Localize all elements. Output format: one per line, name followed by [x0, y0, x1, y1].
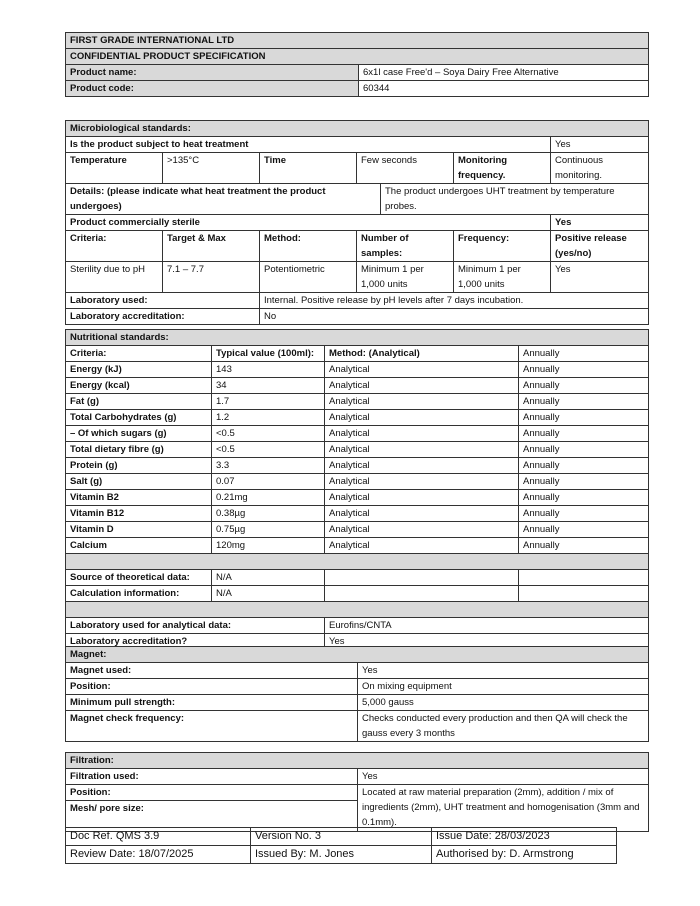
method-header: Method:: [260, 231, 357, 262]
typical-value: 0.21mg: [212, 490, 325, 506]
nutrition-row: [66, 474, 649, 490]
micro-lab-value: Internal. Positive release by pH levels after 7 days incubation.: [260, 293, 649, 309]
nutrition-row: [66, 506, 649, 522]
product-code-label: Product code:: [66, 81, 359, 97]
product-name-value: 6x1l case Free'd – Soya Dairy Free Alternative: [359, 65, 649, 81]
footer-table: [65, 827, 617, 864]
nutrition-row: [66, 362, 649, 378]
mesh-size-label: Mesh/ pore size:: [66, 801, 358, 832]
issue-date: Issue Date: 28/03/2023: [432, 828, 617, 846]
method-value: Analytical: [325, 490, 519, 506]
nutrient-name: Calcium: [66, 538, 212, 554]
micro-lab-label: Laboratory used:: [66, 293, 260, 309]
magnet-table: [65, 646, 649, 742]
nutrition-criteria-header: Criteria:: [66, 346, 212, 362]
samples-cell: Minimum 1 per 1,000 units: [357, 262, 454, 293]
frequency-value: Annually: [519, 506, 649, 522]
source-empty-2: [519, 570, 649, 586]
nutrition-accreditation-label: Laboratory accreditation?: [66, 634, 325, 650]
nutrition-row: [66, 442, 649, 458]
method-value: Analytical: [325, 362, 519, 378]
source-empty-1: [325, 570, 519, 586]
version-number: Version No. 3: [251, 828, 432, 846]
nutrition-row: [66, 394, 649, 410]
nutrition-row: [66, 490, 649, 506]
heat-question: Is the product subject to heat treatment: [66, 137, 551, 153]
time-label: Time: [260, 153, 357, 184]
frequency-value: Annually: [519, 538, 649, 554]
sterile-value: Yes: [551, 215, 649, 231]
filtration-used-value: Yes: [358, 769, 649, 785]
typical-value: 1.7: [212, 394, 325, 410]
method-value: Analytical: [325, 458, 519, 474]
company-name: FIRST GRADE INTERNATIONAL LTD: [66, 33, 649, 49]
nutrition-row: [66, 426, 649, 442]
calc-value: N/A: [212, 586, 325, 602]
release-cell: Yes: [551, 262, 649, 293]
typical-value: 143: [212, 362, 325, 378]
magnet-pull-label: Minimum pull strength:: [66, 695, 358, 711]
calc-label: Calculation information:: [66, 586, 212, 602]
micro-accreditation-value: No: [260, 309, 649, 325]
frequency-value: Annually: [519, 362, 649, 378]
time-value: Few seconds: [357, 153, 454, 184]
source-value: N/A: [212, 570, 325, 586]
method-value: Analytical: [325, 442, 519, 458]
frequency-value: Annually: [519, 426, 649, 442]
typical-value: 0.75µg: [212, 522, 325, 538]
typical-value: <0.5: [212, 442, 325, 458]
samples-header: Number of samples:: [357, 231, 454, 262]
release-header: Positive release (yes/no): [551, 231, 649, 262]
frequency-value: Annually: [519, 394, 649, 410]
typical-value: 0.38µg: [212, 506, 325, 522]
nutrition-title: Nutritional standards:: [66, 330, 649, 346]
temperature-label: Temperature: [66, 153, 163, 184]
product-code-value: 60344: [359, 81, 649, 97]
nutrition-table: [65, 329, 649, 650]
micro-accreditation-label: Laboratory accreditation:: [66, 309, 260, 325]
authorised-by: Authorised by: D. Armstrong: [432, 846, 617, 864]
nutrient-name: Salt (g): [66, 474, 212, 490]
typical-value: 0.07: [212, 474, 325, 490]
nutrient-name: Vitamin B2: [66, 490, 212, 506]
typical-value: 34: [212, 378, 325, 394]
nutrition-typical-header: Typical value (100ml):: [212, 346, 325, 362]
nutrition-lab-value: Eurofins/CNTA: [325, 618, 649, 634]
nutrient-name: Vitamin B12: [66, 506, 212, 522]
method-value: Analytical: [325, 474, 519, 490]
typical-value: 120mg: [212, 538, 325, 554]
magnet-pull-value: 5,000 gauss: [358, 695, 649, 711]
header-table: [65, 32, 649, 97]
typical-value: 3.3: [212, 458, 325, 474]
nutrition-row: [66, 378, 649, 394]
nutrient-name: Energy (kcal): [66, 378, 212, 394]
micro-table: [65, 120, 649, 325]
method-value: Analytical: [325, 378, 519, 394]
sterile-label: Product commercially sterile: [66, 215, 551, 231]
typical-value: <0.5: [212, 426, 325, 442]
method-value: Analytical: [325, 426, 519, 442]
method-value: Analytical: [325, 506, 519, 522]
nutrition-row: [66, 410, 649, 426]
review-date: Review Date: 18/07/2025: [66, 846, 251, 864]
filtration-used-label: Filtration used:: [66, 769, 358, 785]
nutrient-name: Protein (g): [66, 458, 212, 474]
nutrition-spacer-2: [66, 602, 649, 618]
calc-empty-1: [325, 586, 519, 602]
criteria-header: Criteria:: [66, 231, 163, 262]
heat-answer: Yes: [551, 137, 649, 153]
method-value: Analytical: [325, 410, 519, 426]
filtration-position-value: Located at raw material preparation (2mm), addition / mix of ingredients (2mm), UHT treatment and homogenisation (3mm and 0.1mm).: [358, 785, 649, 832]
method-value: Analytical: [325, 522, 519, 538]
nutrient-name: Energy (kJ): [66, 362, 212, 378]
micro-title: Microbiological standards:: [66, 121, 649, 137]
nutrition-row: [66, 538, 649, 554]
frequency-value: Annually: [519, 522, 649, 538]
frequency-value: Annually: [519, 458, 649, 474]
nutrition-accreditation-value: Yes: [325, 634, 649, 650]
nutrition-row: [66, 458, 649, 474]
magnet-frequency-label: Magnet check frequency:: [66, 711, 358, 742]
calc-empty-2: [519, 586, 649, 602]
magnet-title: Magnet:: [66, 647, 649, 663]
magnet-position-value: On mixing equipment: [358, 679, 649, 695]
filtration-table: [65, 752, 649, 832]
nutrient-name: Vitamin D: [66, 522, 212, 538]
method-value: Analytical: [325, 538, 519, 554]
frequency-value: Annually: [519, 442, 649, 458]
magnet-used-value: Yes: [358, 663, 649, 679]
nutrient-name: – Of which sugars (g): [66, 426, 212, 442]
target-header: Target & Max: [163, 231, 260, 262]
frequency-value: Annually: [519, 410, 649, 426]
nutrient-name: Total dietary fibre (g): [66, 442, 212, 458]
nutrient-name: Fat (g): [66, 394, 212, 410]
magnet-frequency-value: Checks conducted every production and then QA will check the gauss every 3 months: [358, 711, 649, 742]
method-value: Analytical: [325, 394, 519, 410]
frequency-value: Annually: [519, 474, 649, 490]
frequency-cell: Minimum 1 per 1,000 units: [454, 262, 551, 293]
frequency-header: Frequency:: [454, 231, 551, 262]
typical-value: 1.2: [212, 410, 325, 426]
criteria-cell: Sterility due to pH: [66, 262, 163, 293]
source-label: Source of theoretical data:: [66, 570, 212, 586]
nutrition-method-header: Method: (Analytical): [325, 346, 519, 362]
nutrition-frequency-header: Annually: [519, 346, 649, 362]
details-label: Details: (please indicate what heat treatment the product undergoes): [66, 184, 381, 215]
nutrition-spacer: [66, 554, 649, 570]
method-cell: Potentiometric: [260, 262, 357, 293]
filtration-position-label: Position:: [66, 785, 358, 801]
doc-ref: Doc Ref. QMS 3.9: [66, 828, 251, 846]
monitoring-value: Continuous monitoring.: [551, 153, 649, 184]
spec-title: CONFIDENTIAL PRODUCT SPECIFICATION: [66, 49, 649, 65]
nutrition-row: [66, 522, 649, 538]
issued-by: Issued By: M. Jones: [251, 846, 432, 864]
magnet-position-label: Position:: [66, 679, 358, 695]
target-cell: 7.1 – 7.7: [163, 262, 260, 293]
magnet-used-label: Magnet used:: [66, 663, 358, 679]
nutrient-name: Total Carbohydrates (g): [66, 410, 212, 426]
product-name-label: Product name:: [66, 65, 359, 81]
nutrition-lab-label: Laboratory used for analytical data:: [66, 618, 325, 634]
frequency-value: Annually: [519, 378, 649, 394]
temperature-value: >135°C: [163, 153, 260, 184]
monitoring-label: Monitoring frequency.: [454, 153, 551, 184]
frequency-value: Annually: [519, 490, 649, 506]
filtration-title: Filtration:: [66, 753, 649, 769]
details-value: The product undergoes UHT treatment by temperature probes.: [381, 184, 649, 215]
